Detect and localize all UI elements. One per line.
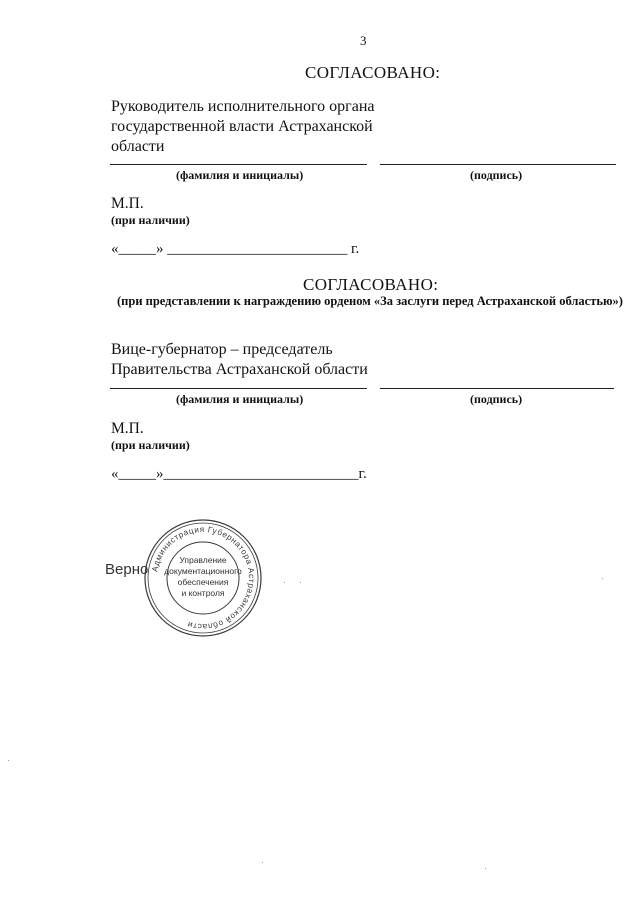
official-title-2 <box>111 340 368 380</box>
date-line-2: «_____»__________________________г. <box>111 466 367 482</box>
seal-place-note-2: (при наличии) <box>111 438 190 452</box>
official-title-line: Вице-губернатор – председатель <box>111 341 333 358</box>
page-number: 3 <box>360 33 367 48</box>
seal-place-note-1: (при наличии) <box>111 213 190 227</box>
stamp-inner-line: документационного <box>164 566 242 576</box>
signature-line-1 <box>380 164 616 165</box>
official-title-line: Правительства Астраханской области <box>111 361 368 378</box>
name-caption-2: (фамилия и инициалы) <box>176 392 304 406</box>
official-title-line: государственной власти Астраханской <box>111 118 373 135</box>
scan-speck <box>262 862 263 863</box>
signature-line-2 <box>380 388 614 389</box>
stamp-seal-icon <box>142 518 264 638</box>
approval-heading-1: СОГЛАСОВАНО: <box>305 63 441 82</box>
stamp-inner-line: обеспечения <box>177 577 229 587</box>
signature-caption-2: (подпись) <box>470 392 523 406</box>
scan-speck <box>284 582 285 583</box>
scan-speck <box>300 582 301 583</box>
date-line-1: «_____» ________________________ г. <box>111 241 360 257</box>
scan-speck <box>485 868 486 869</box>
name-caption-1: (фамилия и инициалы) <box>176 168 304 182</box>
name-line-1 <box>110 164 367 165</box>
official-title-1 <box>111 97 374 157</box>
seal-place-1: М.П. <box>111 195 144 212</box>
scan-speck <box>602 578 603 579</box>
approval-subheading-2: (при представлении к награждению орденом «За заслуги перед Астраханской областью») <box>117 294 623 308</box>
signature-caption-1: (подпись) <box>470 168 523 182</box>
scan-speck <box>8 760 9 761</box>
official-title-line: области <box>111 138 165 155</box>
stamp-seal <box>142 518 264 638</box>
name-line-2 <box>110 388 367 389</box>
official-title-line: Руководитель исполнительного органа <box>111 98 375 115</box>
seal-place-2: М.П. <box>111 420 144 437</box>
stamp-inner-line: и контроля <box>181 588 225 598</box>
verification-label: Верно <box>105 561 149 578</box>
approval-heading-2: СОГЛАСОВАНО: <box>303 275 439 294</box>
stamp-outer-text: Администрация Губернатора Астраханской области <box>150 524 257 632</box>
stamp-inner-line: Управление <box>179 555 227 565</box>
